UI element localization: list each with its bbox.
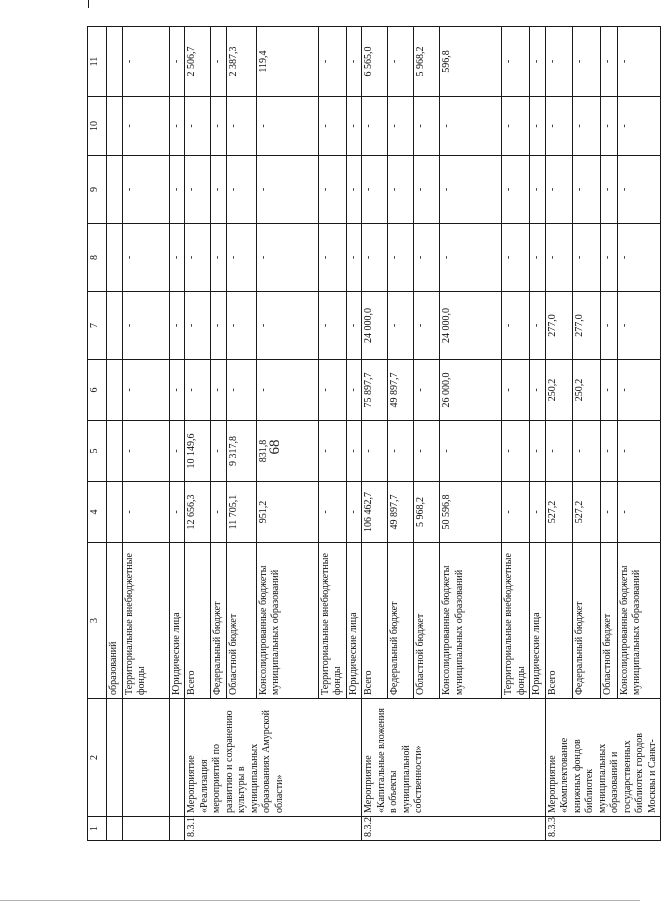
amount-col-8: - xyxy=(226,224,256,292)
amount-col-8: - xyxy=(440,224,502,292)
amount-col-8: - xyxy=(414,224,440,292)
funding-source: Всего xyxy=(362,543,388,699)
amount-col-5: - xyxy=(573,421,601,482)
amount-col-10: - xyxy=(318,97,346,156)
amount-col-9: - xyxy=(122,156,169,224)
amount-col-10: - xyxy=(440,97,502,156)
funding-source: Всего xyxy=(185,543,211,699)
amount-col-10: - xyxy=(601,97,618,156)
amount-col-9: - xyxy=(362,156,388,224)
funding-source: Юридические лица xyxy=(346,543,362,699)
funding-source: Консолидированные бюджеты муниципальных образований xyxy=(617,543,660,699)
amount-col-9: - xyxy=(440,156,502,224)
amount-col-7: - xyxy=(388,292,414,360)
amount-col-4: 12 656,3 xyxy=(185,482,211,543)
funding-source: Консолидированные бюджеты муниципальных образований xyxy=(256,543,318,699)
amount-col-11: - xyxy=(346,27,362,97)
table-row xyxy=(545,27,573,841)
amount-col-5: - xyxy=(362,421,388,482)
item-code xyxy=(122,817,169,841)
col-header-4: 4 xyxy=(88,482,107,543)
amount-col-8: - xyxy=(169,224,185,292)
item-name xyxy=(122,699,169,817)
amount-col-11: 2 506,7 xyxy=(185,27,211,97)
amount-col-10: - xyxy=(122,97,169,156)
amount-col-10: - xyxy=(169,97,185,156)
amount-col-4: - xyxy=(211,482,227,543)
amount-col-6: - xyxy=(530,360,546,421)
amount-col-11: - xyxy=(573,27,601,97)
amount-col-4: 527,2 xyxy=(573,482,601,543)
amount-col-4: 49 897,7 xyxy=(388,482,414,543)
header-row xyxy=(88,27,107,841)
amount-col-4: - xyxy=(169,482,185,543)
col-header-11: 11 xyxy=(88,27,107,97)
amount-col-5 xyxy=(107,421,123,482)
amount-col-7: - xyxy=(169,292,185,360)
amount-col-10: - xyxy=(414,97,440,156)
amount-col-8: - xyxy=(545,224,573,292)
amount-col-4: 951,2 xyxy=(256,482,318,543)
amount-col-6: 250,2 xyxy=(545,360,573,421)
amount-col-5: - xyxy=(617,421,660,482)
amount-col-6: - xyxy=(414,360,440,421)
amount-col-6: - xyxy=(617,360,660,421)
amount-col-10: - xyxy=(256,97,318,156)
item-code: 8.3.3 xyxy=(545,817,661,841)
amount-col-9: - xyxy=(545,156,573,224)
col-header-3: 3 xyxy=(88,543,107,699)
amount-col-7: - xyxy=(122,292,169,360)
funding-source: Федеральный бюджет xyxy=(388,543,414,699)
amount-col-6: - xyxy=(256,360,318,421)
amount-col-10: - xyxy=(362,97,388,156)
budget-table xyxy=(87,26,661,841)
amount-col-8: - xyxy=(530,224,546,292)
amount-col-8: - xyxy=(122,224,169,292)
funding-source: Территориальные внебюджетные фонды xyxy=(318,543,346,699)
amount-col-10: - xyxy=(545,97,573,156)
funding-source: Всего xyxy=(545,543,573,699)
amount-col-11: 5 968,2 xyxy=(414,27,440,97)
amount-col-5: - xyxy=(545,421,573,482)
col-header-6: 6 xyxy=(88,360,107,421)
amount-col-4 xyxy=(107,482,123,543)
amount-col-6: - xyxy=(226,360,256,421)
amount-col-7: - xyxy=(346,292,362,360)
page-number: 68 xyxy=(267,439,283,455)
amount-col-4: 527,2 xyxy=(545,482,573,543)
amount-col-7: - xyxy=(256,292,318,360)
amount-col-5: - xyxy=(601,421,618,482)
amount-col-8: - xyxy=(502,224,530,292)
funding-source: образований xyxy=(107,543,123,699)
amount-col-4: 5 968,2 xyxy=(414,482,440,543)
amount-col-8: - xyxy=(573,224,601,292)
funding-source: Областной бюджет xyxy=(226,543,256,699)
amount-col-6: 75 897,7 xyxy=(362,360,388,421)
amount-col-7 xyxy=(107,292,123,360)
amount-col-5: 10 149,6 xyxy=(185,421,211,482)
item-code: 8.3.1 xyxy=(185,817,362,841)
amount-col-11: 596,8 xyxy=(440,27,502,97)
funding-source: Федеральный бюджет xyxy=(211,543,227,699)
amount-col-10: - xyxy=(573,97,601,156)
col-header-10: 10 xyxy=(88,97,107,156)
amount-col-9: - xyxy=(185,156,211,224)
amount-col-11: - xyxy=(530,27,546,97)
item-name xyxy=(107,699,123,817)
amount-col-6: 250,2 xyxy=(573,360,601,421)
scan-edge-left xyxy=(88,0,89,8)
amount-col-7: - xyxy=(226,292,256,360)
amount-col-5: - xyxy=(530,421,546,482)
amount-col-9: - xyxy=(414,156,440,224)
amount-col-8: - xyxy=(346,224,362,292)
amount-col-6 xyxy=(107,360,123,421)
funding-source: Консолидированные бюджеты муниципальных образований xyxy=(440,543,502,699)
amount-col-11: - xyxy=(545,27,573,97)
amount-col-10: - xyxy=(226,97,256,156)
amount-col-11: 2 387,3 xyxy=(226,27,256,97)
amount-col-7: - xyxy=(414,292,440,360)
col-header-9: 9 xyxy=(88,156,107,224)
amount-col-10: - xyxy=(346,97,362,156)
amount-col-10: - xyxy=(617,97,660,156)
item-name: Мероприятие «Реализация мероприятий по развитию и сохранению культуры в муниципальных образованиях Амурской области» xyxy=(185,699,362,817)
amount-col-9: - xyxy=(388,156,414,224)
amount-col-11: 6 565,0 xyxy=(362,27,388,97)
amount-col-9: - xyxy=(318,156,346,224)
amount-col-4: - xyxy=(318,482,346,543)
amount-col-6: - xyxy=(169,360,185,421)
amount-col-6: - xyxy=(122,360,169,421)
item-code xyxy=(107,817,123,841)
amount-col-6: 49 897,7 xyxy=(388,360,414,421)
amount-col-5: - xyxy=(169,421,185,482)
amount-col-5: - xyxy=(502,421,530,482)
amount-col-6: - xyxy=(211,360,227,421)
amount-col-4: 106 462,7 xyxy=(362,482,388,543)
item-code xyxy=(169,817,185,841)
amount-col-4: - xyxy=(502,482,530,543)
funding-source: Областной бюджет xyxy=(601,543,618,699)
funding-source: Территориальные внебюджетные фонды xyxy=(122,543,169,699)
amount-col-7: - xyxy=(185,292,211,360)
amount-col-8: - xyxy=(617,224,660,292)
amount-col-9: - xyxy=(256,156,318,224)
amount-col-5: - xyxy=(414,421,440,482)
table-row xyxy=(362,27,388,841)
amount-col-7: 277,0 xyxy=(545,292,573,360)
amount-col-9: - xyxy=(573,156,601,224)
amount-col-10: - xyxy=(185,97,211,156)
amount-col-11: - xyxy=(122,27,169,97)
amount-col-10: - xyxy=(530,97,546,156)
table-row xyxy=(185,27,211,841)
item-name: Мероприятие «Капитальные вложения в объекты муниципальной собственности» xyxy=(362,699,546,817)
amount-col-7: 24 000,0 xyxy=(362,292,388,360)
table-body xyxy=(107,27,661,841)
amount-col-8: - xyxy=(362,224,388,292)
amount-col-9: - xyxy=(502,156,530,224)
amount-col-7: - xyxy=(601,292,618,360)
amount-col-7: - xyxy=(318,292,346,360)
amount-col-7: 277,0 xyxy=(573,292,601,360)
amount-col-8: - xyxy=(601,224,618,292)
amount-col-4: - xyxy=(346,482,362,543)
amount-col-9: - xyxy=(169,156,185,224)
amount-col-11: - xyxy=(318,27,346,97)
amount-col-10: - xyxy=(211,97,227,156)
col-header-8: 8 xyxy=(88,224,107,292)
funding-source: Юридические лица xyxy=(169,543,185,699)
amount-col-4: - xyxy=(122,482,169,543)
amount-col-11: - xyxy=(601,27,618,97)
amount-col-8: - xyxy=(185,224,211,292)
amount-col-5: - xyxy=(122,421,169,482)
amount-col-4: - xyxy=(617,482,660,543)
amount-col-11: - xyxy=(617,27,660,97)
amount-col-8: - xyxy=(388,224,414,292)
item-code: 8.3.2 xyxy=(362,817,546,841)
amount-col-9 xyxy=(107,156,123,224)
amount-col-11: 119,4 xyxy=(256,27,318,97)
table-row xyxy=(169,27,185,841)
amount-col-8: - xyxy=(211,224,227,292)
amount-col-10 xyxy=(107,97,123,156)
funding-source: Территориальные внебюджетные фонды xyxy=(502,543,530,699)
amount-col-4: - xyxy=(530,482,546,543)
amount-col-5: - xyxy=(346,421,362,482)
amount-col-9: - xyxy=(601,156,618,224)
funding-source: Федеральный бюджет xyxy=(573,543,601,699)
amount-col-5: 9 317,8 xyxy=(226,421,256,482)
amount-col-6: - xyxy=(318,360,346,421)
scan-edge-bottom xyxy=(0,900,640,901)
amount-col-9: - xyxy=(346,156,362,224)
amount-col-8: - xyxy=(256,224,318,292)
amount-col-9: - xyxy=(617,156,660,224)
amount-col-6: - xyxy=(601,360,618,421)
funding-source: Областной бюджет xyxy=(414,543,440,699)
amount-col-6: - xyxy=(346,360,362,421)
amount-col-7: 24 000,0 xyxy=(440,292,502,360)
amount-col-7: - xyxy=(530,292,546,360)
amount-col-5: - xyxy=(211,421,227,482)
amount-col-10: - xyxy=(502,97,530,156)
amount-col-5: - xyxy=(318,421,346,482)
amount-col-9: - xyxy=(226,156,256,224)
table-row xyxy=(122,27,169,841)
col-header-5: 5 xyxy=(88,421,107,482)
amount-col-9: - xyxy=(211,156,227,224)
rotated-table-container xyxy=(87,27,658,841)
col-header-7: 7 xyxy=(88,292,107,360)
amount-col-9: - xyxy=(530,156,546,224)
item-name xyxy=(169,699,185,817)
amount-col-5: - xyxy=(440,421,502,482)
amount-col-4: - xyxy=(601,482,618,543)
amount-col-6: - xyxy=(502,360,530,421)
amount-col-11: - xyxy=(211,27,227,97)
amount-col-6: - xyxy=(185,360,211,421)
item-name: Мероприятие «Комплектование книжных фондов библиотек муниципальных образований и государственных библиотек городов Москвы и Санкт- xyxy=(545,699,661,817)
amount-col-7: - xyxy=(617,292,660,360)
amount-col-11 xyxy=(107,27,123,97)
amount-col-4: 50 596,8 xyxy=(440,482,502,543)
col-header-1: 1 xyxy=(88,817,107,841)
amount-col-4: 11 705,1 xyxy=(226,482,256,543)
amount-col-11: - xyxy=(388,27,414,97)
amount-col-8: - xyxy=(318,224,346,292)
amount-col-6: 26 000,0 xyxy=(440,360,502,421)
table-row xyxy=(107,27,123,841)
funding-source: Юридические лица xyxy=(530,543,546,699)
amount-col-11: - xyxy=(502,27,530,97)
amount-col-7: - xyxy=(502,292,530,360)
amount-col-5: - xyxy=(388,421,414,482)
amount-col-11: - xyxy=(169,27,185,97)
amount-col-7: - xyxy=(211,292,227,360)
amount-col-5: 831,8 xyxy=(256,421,318,482)
col-header-2: 2 xyxy=(88,699,107,817)
amount-col-8 xyxy=(107,224,123,292)
amount-col-10: - xyxy=(388,97,414,156)
